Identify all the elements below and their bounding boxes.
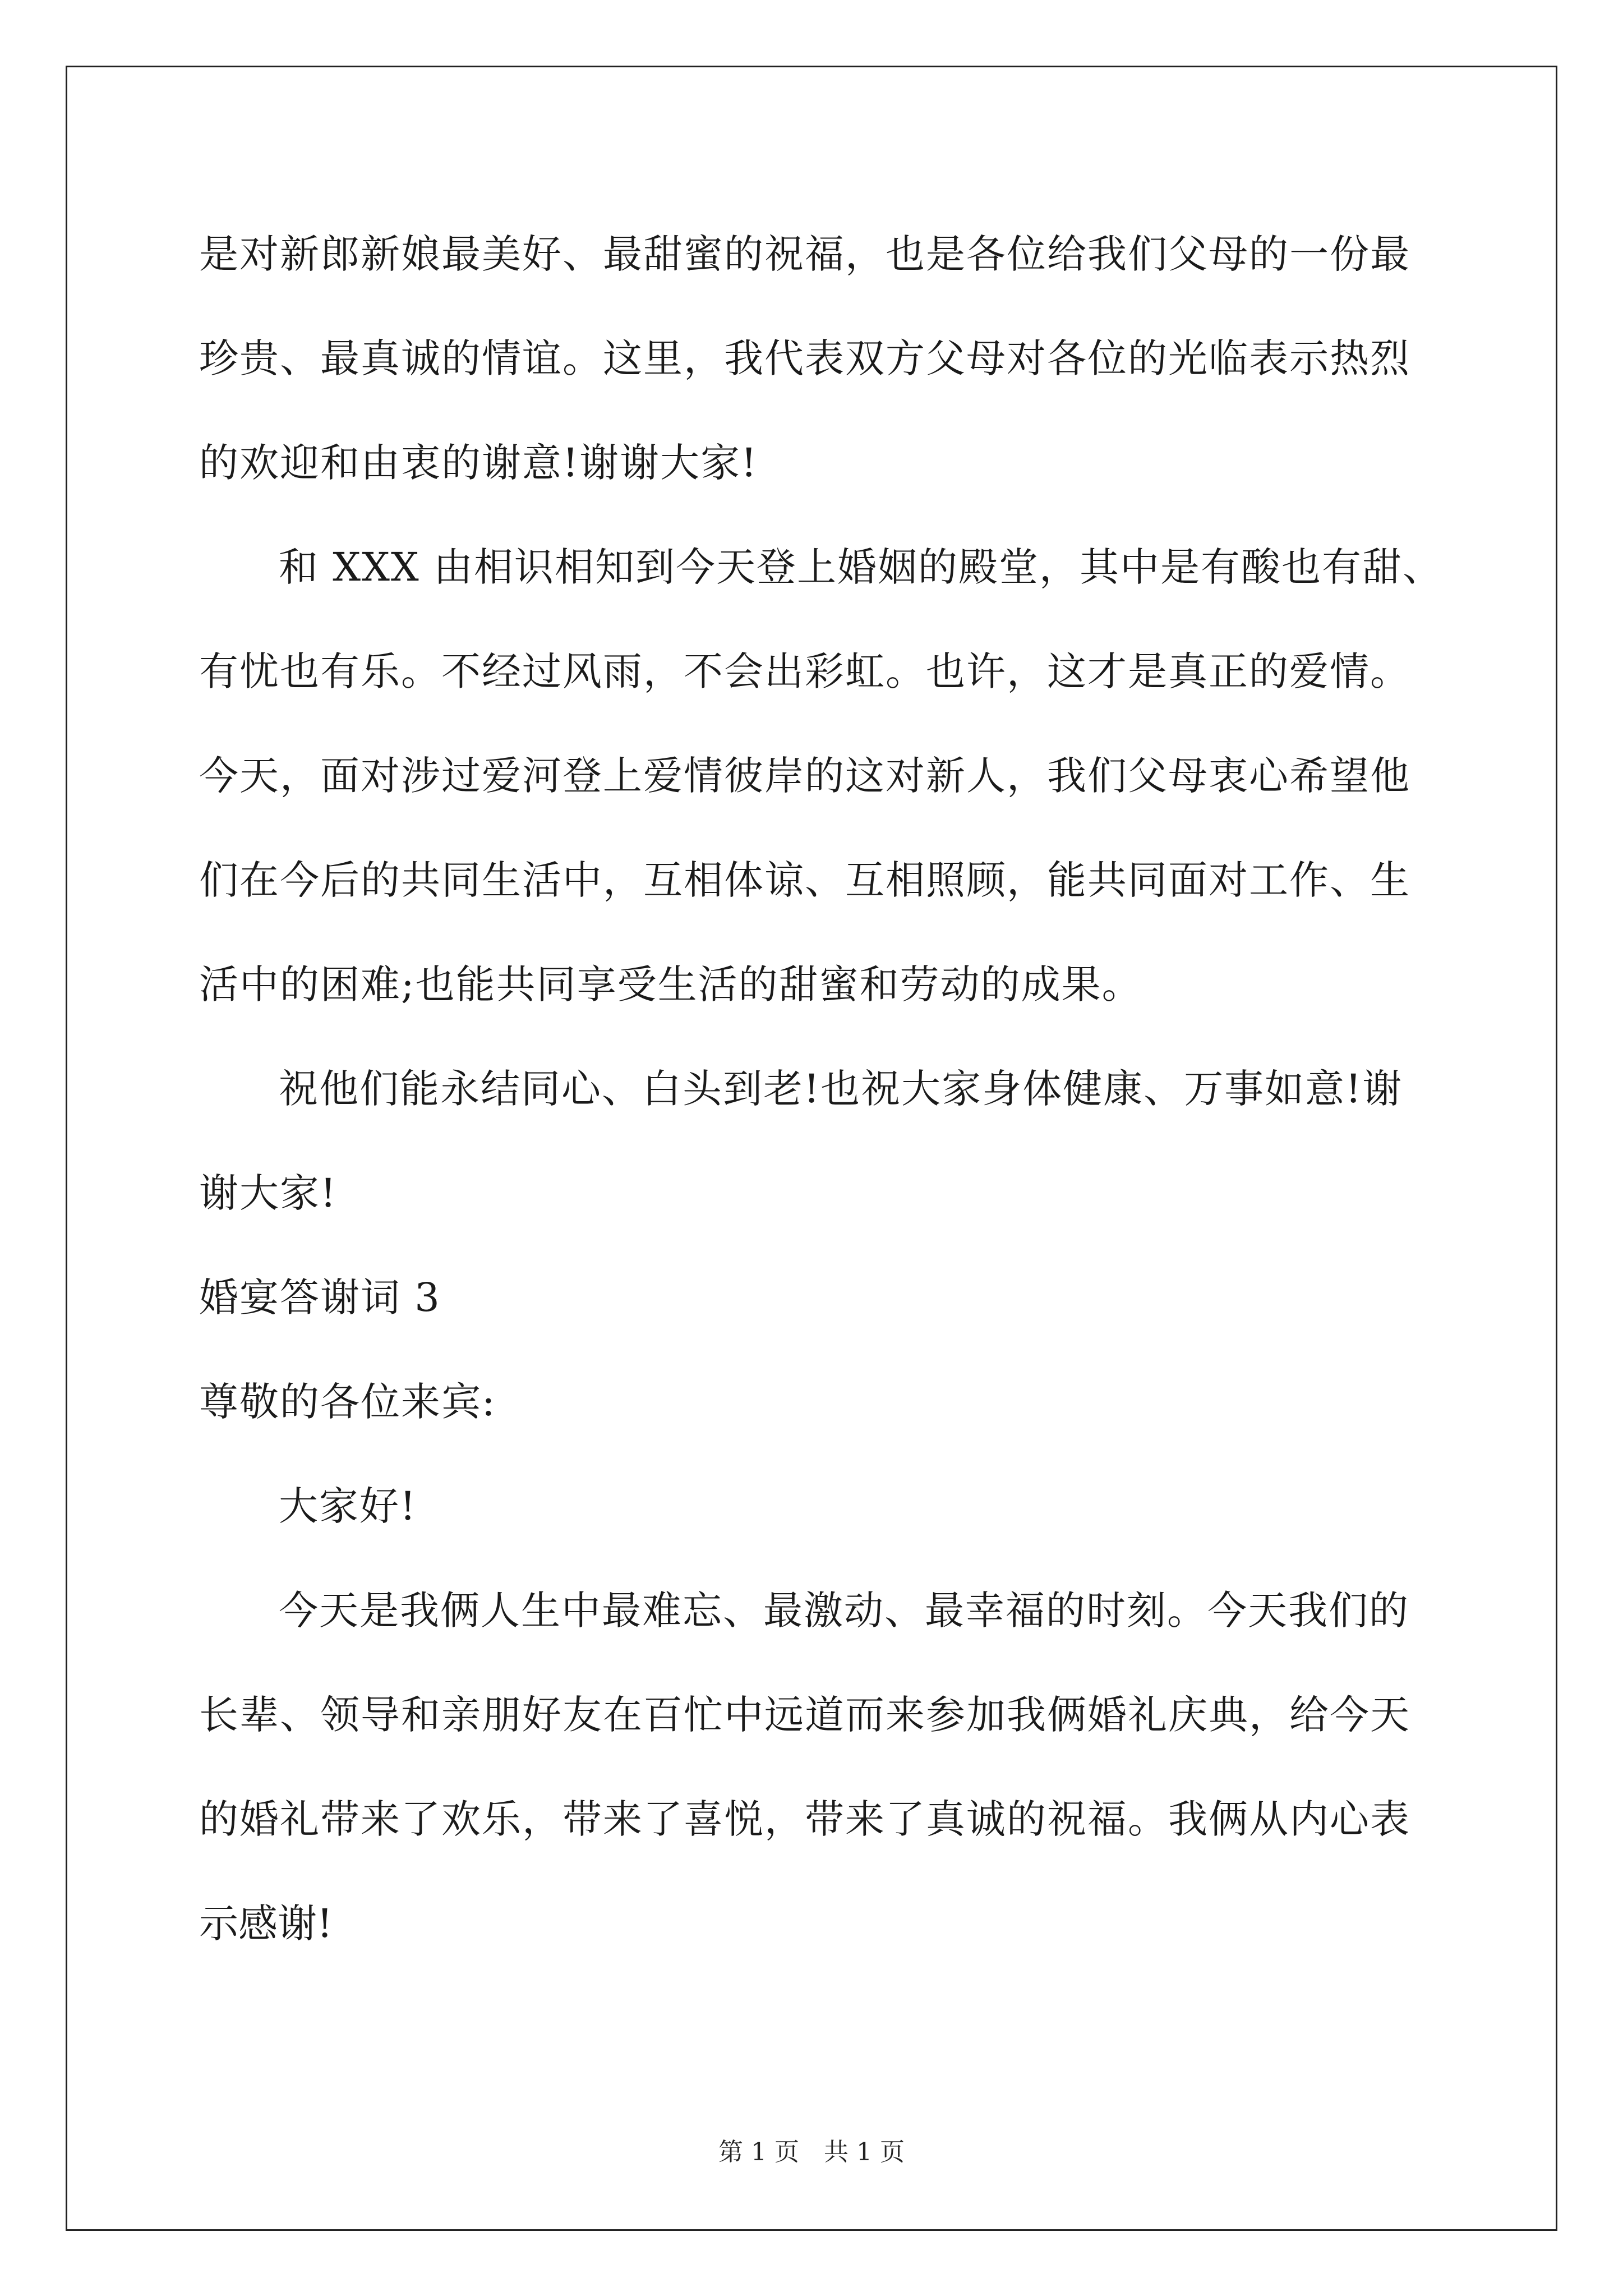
greeting: 大家好! [279,1483,417,1529]
text-line: 今天是我俩人生中最难忘、最激动、最幸福的时刻。今天我们的 [279,1588,1409,1634]
text-line: 的婚礼带来了欢乐，带来了喜悦，带来了真诚的祝福。我俩从内心表 [199,1796,1410,1842]
text-line: 祝他们能永结同心、白头到老!也祝大家身体健康、万事如意!谢 [279,1066,1403,1112]
text-line: 和 XXX 由相识相知到今天登上婚姻的殿堂，其中是有酸也有甜、 [279,544,1444,590]
text-line: 的欢迎和由衷的谢意!谢谢大家! [199,440,758,486]
text-line: 有忧也有乐。不经过风雨，不会出彩虹。也许，这才是真正的爱情。 [199,648,1410,694]
text-line: 珍贵、最真诚的情谊。这里，我代表双方父母对各位的光临表示热烈 [199,335,1410,381]
page-footer: 第 1 页 共 1 页 [718,2138,905,2166]
document-body [199,202,1444,1976]
text-line: 长辈、领导和亲朋好友在百忙中远道而来参加我俩婚礼庆典，给今天 [199,1692,1410,1738]
text-line: 们在今后的共同生活中，互相体谅、互相照顾，能共同面对工作、生 [199,857,1410,903]
text-line: 今天，面对涉过爱河登上爱情彼岸的这对新人，我们父母衷心希望他 [199,753,1410,799]
text-line: 是对新郎新娘最美好、最甜蜜的祝福，也是各位给我们父母的一份最 [199,231,1410,277]
text-line: 活中的困难;也能共同享受生活的甜蜜和劳动的成果。 [199,961,1142,1007]
salutation: 尊敬的各位来宾: [199,1379,496,1425]
section-heading: 婚宴答谢词 3 [199,1274,441,1320]
text-line: 谢大家! [199,1170,338,1216]
text-line: 示感谢! [199,1901,333,1947]
